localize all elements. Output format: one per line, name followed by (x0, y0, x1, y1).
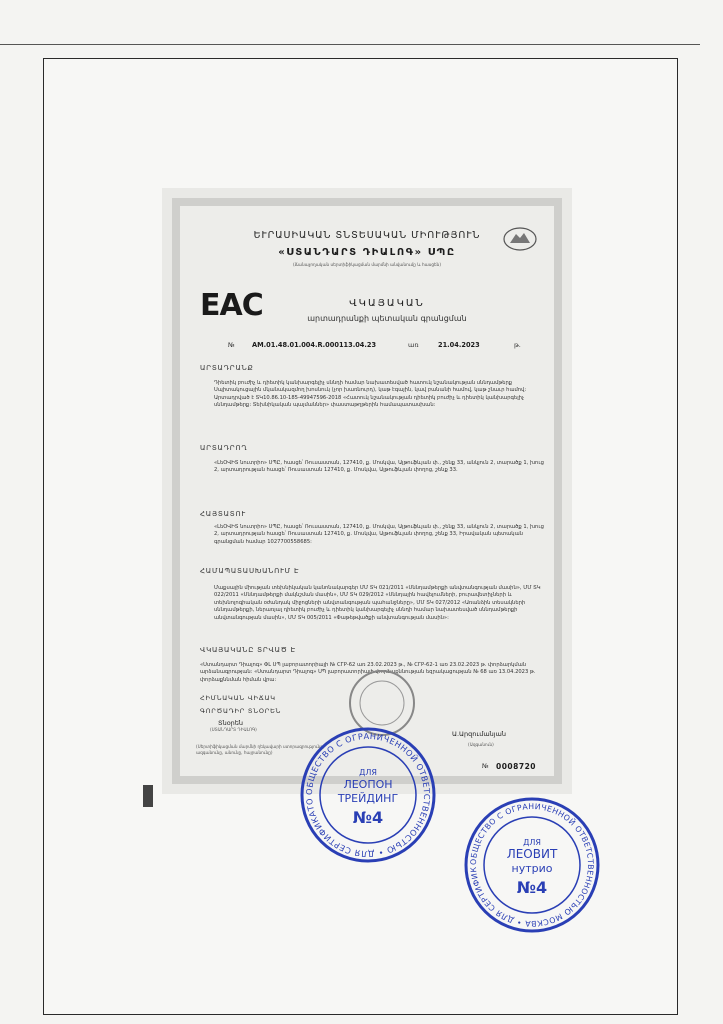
stamp-leopon-line-2: ЛЕОПОН (343, 778, 393, 791)
org-line: ԵՒՐԱՍԻԱԿԱՆ ՏՆՏԵՍԱԿԱՆ ՄԻՈՒԹՅՈՒՆ (253, 230, 481, 241)
footer-note-heading: ՀԻՄՆԱԿԱՆ ՎԻՃԱԿ (200, 694, 276, 702)
section-heading-applicant: ՀԱՅՏԱՏՈՒ (200, 510, 246, 518)
signer-sub: (ՍՏԱՆԴԱՐՏ ԴԻԱԼՈԳ) (210, 727, 257, 732)
eac-logo: EAC (200, 288, 263, 323)
section-heading-issued: ՎԿԱՅԱԿԱՆԸ ՏՐՎԱԾ Է (200, 646, 296, 654)
org-note: (Ճանաչողական սերտիֆիկացման մարմնի անվանումը և հասցեն) (293, 262, 441, 267)
date-label: առ (408, 341, 419, 349)
section-text-manufacturer: «ԼեՕՎԻՏ նուտրիո» ՍՊԸ, հասցե՝ Ռուսաստան, 127410, ք. Մոսկվա, Ալթուֆևյան փ., շենք 33, անկյուն 2, տարածք 1, խուց 2, արտադրության հասցե՝ Ռուսաստան 127410, ք. Մոսկվա, Ալթուֆևյան փողոց, շենք 33. (214, 460, 544, 474)
org-name: «ՍՏԱՆԴԱՐՏ ԴԻԱԼՈԳ» ՍՊԸ (278, 247, 456, 258)
stamp-leovit (462, 795, 602, 939)
signer-role: Տնօրեն (218, 719, 244, 727)
stamp-leopon (298, 725, 438, 869)
stamp-leovit-line-3: нутрио (511, 862, 553, 875)
certificate (162, 188, 572, 794)
form-number: 0008720 (496, 762, 537, 771)
number-label: № (228, 341, 235, 349)
section-text-issued: «Ստանդարտ Դիալոգ» ՓԼ ՍՊ լաբորատորիայի № СГР-62 առ 23.02.2023 թ., № СГР-62-1 առ 23.02.2023 թ. փորձարկման արձանագրության: «Ստանդարտ Դիալոգ» ՍՊ լաբորատորիայի փորձաքննության եզրակացության № 68 առ 13.04.2023 թ. փորձաքննման հիման վրա: (200, 662, 536, 683)
stamp-leopon-ring: ОБЩЕСТВО С ОГРАНИЧЕННОЙ ОТВЕТСТВЕННОСТЬЮ • ДЛЯ СЕРТИФИКАТО (303, 730, 433, 860)
stamp-leopon-line-4: №4 (352, 808, 384, 827)
certificate-number: AM.01.48.01.004.R.000113.04.23 (252, 341, 377, 349)
certificate-subtitle: արտադրանքի պետական գրանցման (307, 314, 467, 323)
stamp-leovit-line-2: ЛЕОВИТ (506, 847, 558, 861)
section-heading-product: ԱՐՏԱԴՐԱՆՔ (200, 364, 254, 372)
certificate-date: 21.04.2023 (438, 341, 480, 349)
section-text-product: Դիետիկ բուժիչ և դիետիկ կանխարգելիչ սննդի համար նախատեսված հատուկ նշանակության սննդամթերք Սպիտակուցային մկանակազմող խոսնուկ (չոր խառնուրդ), կաթ էգային, կավ բանանի համով, կաթ շնաւր համով: Արտադրված է ՏԿ10.86.10-185-49947596-2018 «Հատուկ նշանակության դիետիկ բուժիչ և դիետիկ կանխարգելիչ սննդամթերք: Տեխնիկական պայմաններ» փաստաթղթերին համապատասխան: (214, 380, 527, 409)
certificate-title: ՎԿԱՅԱԿԱՆ (349, 298, 425, 309)
top-rule (0, 44, 700, 45)
section-heading-conforms: ՀԱՄԱՊԱՏԱՍԽԱՆՈՒՄ Է (200, 567, 300, 575)
stamp-leopon-line-3: ТРЕЙДИНГ (337, 792, 399, 805)
section-heading-manufacturer: ԱՐՏԱԴՐՈՂ (200, 444, 248, 452)
stamp-leopon-line-1: ДЛЯ (359, 768, 377, 777)
emblem-icon (502, 226, 538, 252)
scan-artifact (143, 785, 153, 807)
form-number-label: № (482, 762, 489, 770)
signer-label: ԳՈՐԾԱԴԻՐ ՏՆՕՐԵՆ (200, 707, 282, 715)
stamp-leovit-ring: ОБЩЕСТВО С ОГРАНИЧЕННОЙ ОТВЕТСТВЕННОСТЬЮ МОСКВА • ДЛЯ СЕРТИФИК (468, 801, 596, 929)
signer-name: Ա.Արզումանյան (452, 730, 507, 738)
footnote: (Սերտիֆիկացման մարմնի ղեկավարի ստորագրությունը, ազգանունը, անունը, հայրանունը) (196, 744, 325, 755)
section-text-conforms: Մաքսային միության տեխնիկական կանոնակարգեր ՄՄ ՏԿ 021/2011 «Սննդամթերքի անվտանգության մասին», ՄՄ ՏԿ 022/2011 «Սննդամթերքի մակնշման մասին», ՄՄ ՏԿ 029/2012 «Սննդային հավելումների, բուրավետիչների և տեխնոլոգիական օժանդակ միջոցների անվտանգության պահանջները», ՄՄ ՏԿ 027/2012 «Առանձին տեսակների սննդամթերքի, ներառյալ դիետիկ բուժիչ և դիետիկ կանխարգելիչ սննդի համար նախատեսված սննդամթերքի անվտանգության մասին», ՄՄ ՏԿ 005/2011 «Փաթեթվածքի անվտանգության մասին»: (214, 585, 541, 621)
stamp-leovit-line-4: №4 (516, 878, 548, 897)
date-suffix: թ. (514, 341, 521, 349)
blank-note: (Ազգանուն) (468, 742, 494, 747)
stamp-leovit-line-1: ДЛЯ (523, 838, 541, 847)
section-text-applicant: «ԼեՕՎԻՏ նուտրիո» ՍՊԸ, հասցե՝ Ռուսաստան, 127410, ք. Մոսկվա, Ալթուֆևյան փ., շենք 33, անկյուն 2, տարածք 1, խուց 2, արտադրության հասցե՝ Ռուսաստան 127410, ք. Մոսկվա, Ալթուֆևյան փողոց, շենք 33, Իրավական պետական գրանցման համար 1027700558685: (214, 524, 544, 545)
